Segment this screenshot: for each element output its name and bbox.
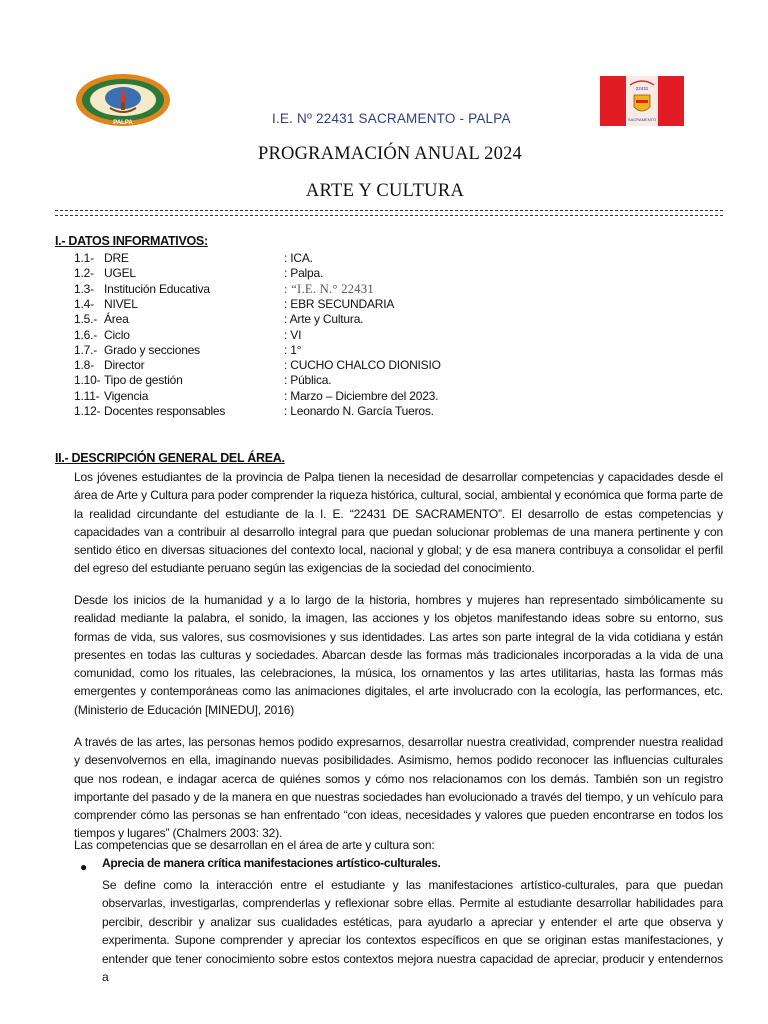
paragraph-3: A través de las artes, las personas hemos podido expresarnos, desarrollar nuestra creatividad, comprender nuestra realidad y desenvolvernos en ella, imaginando nuevas posibilidades. Asimismo, hemos podido reconocer las influencias culturales que nos rodean, e indagar acerca de quiénes somos y cómo nos relacionamos con los demás. También son un registro importante del pasado y de la manera en que nuestras sociedades han evolucionado a través del tiempo, y un vehículo para comprender cómo las personas se han enfrentado “con ideas, necesidades y valores que pueden encontrarse en todos los tiempos y lugares” (Chalmers 2003: 32). (74, 735, 723, 841)
datos-row (74, 282, 674, 297)
datos-row-number: 1.3- (74, 281, 94, 296)
datos-row-value: : EBR SECUNDARIA (284, 296, 395, 311)
datos-row-label: UGEL (104, 266, 136, 281)
datos-row-number: 1.2- (74, 266, 94, 281)
school-logo (596, 73, 688, 129)
header-divider (55, 215, 723, 216)
datos-row-number: 1.4- (74, 296, 94, 311)
competencias-intro: Las competencias que se desarrollan en el área de arte y cultura son: (74, 838, 435, 852)
datos-row-label: DRE (104, 251, 129, 265)
datos-row (74, 312, 674, 327)
paragraph-2: Desde los inicios de la humanidad y a lo largo de la historia, hombres y mujeres han representado simbólicamente su realidad mediante la palabra, el sonido, la imagen, las acciones y los objetos manifestando ideas sobre su entorno, sus formas de vida, sus valores, sus cosmovisiones y sus identidades. Las artes son parte integral de la vida cotidiana y están presentes en todas las culturas y sociedades. Abarcan desde las formas más tradicionales incorporadas a la vida de una comunidad, como los rituales, las celebraciones, la música, los ornamentos y las artes utilitarias, hasta las formas más emergentes y contemporáneas como las animaciones digitales, el arte involucrado con la ecología, las performances, etc. (Ministerio de Educación [MINEDU], 2016) (74, 593, 723, 717)
datos-row (74, 266, 674, 281)
datos-row-label: Ciclo (104, 327, 130, 342)
datos-row (74, 373, 674, 388)
datos-row-number: 1.11- (74, 388, 100, 403)
datos-row-value: : “I.E. N.° 22431 (284, 281, 374, 296)
datos-row-label: Director (104, 358, 145, 373)
datos-row-number: 1.10- (74, 373, 101, 388)
datos-row-value: : Arte y Cultura. (284, 312, 364, 327)
datos-row (74, 343, 674, 358)
competencia-description: Se define como la interacción entre el estudiante y las manifestaciones artístico-culturales, para que puedan observarlas, investigarlas, comprenderlas y reflexionar sobre ellas. Permite al estudiante desarrollar habilidades para percibir, describir y analizar sus cualidades estéticas, para ayudarlo a apreciar y entender el arte que observa y experimenta. Supone comprender y apreciar los contextos específicos en que se originan estas manifestaciones, y entender que tener conocimiento sobre estos contextos mejora nuestra capacidad de apreciar, producir y entendernos a (102, 878, 723, 985)
datos-row-number: 1.1- (74, 251, 94, 265)
datos-row-value: : Palpa. (284, 266, 324, 281)
datos-row-label: Tipo de gestión (104, 373, 183, 388)
datos-row-value: : CUCHO CHALCO DIONISIO (284, 358, 441, 373)
datos-row-value: : VI (284, 327, 302, 342)
datos-row (74, 251, 674, 266)
datos-row-value: : Marzo – Diciembre del 2023. (284, 388, 439, 403)
header-divider (55, 210, 723, 211)
datos-row-label: Vigencia (104, 388, 149, 403)
datos-row-label: NIVEL (104, 296, 138, 311)
svg-text:SACRAMENTO: SACRAMENTO (627, 117, 657, 122)
svg-text:22431: 22431 (635, 86, 649, 91)
datos-row-value: : 1° (284, 342, 302, 357)
datos-row-number: 1.5.- (74, 312, 98, 327)
datos-row-number: 1.8- (74, 358, 94, 373)
datos-row-label: Grado y secciones (104, 342, 200, 357)
paragraph-1: Los jóvenes estudiantes de la provincia de Palpa tienen la necesidad de desarrollar competencias y capacidades desde el área de Arte y Cultura para poder comprender la riqueza histórica, cultural, social, ambiental y económica que forma parte de la realidad circundante del estudiante de la I. E. “22431 DE SACRAMENTO”. El desarrollo de estas competencias y capacidades van a contribuir al desarrollo integral para que puedan solucionar problemas de una manera pertinente y con sentido ético en diversas situaciones del contexto local, nacional y global; y de esa manera contribuya a consolidar el perfil del egreso del estudiante peruano según las exigencias de la sociedad del conocimiento. (74, 470, 723, 576)
datos-row (74, 328, 674, 343)
datos-row-value: : Leonardo N. García Tueros. (284, 404, 434, 418)
datos-row-label: Institución Educativa (104, 281, 210, 296)
document-title: PROGRAMACIÓN ANUAL 2024 (258, 144, 522, 164)
datos-row (74, 404, 674, 419)
document-subtitle: ARTE Y CULTURA (305, 181, 465, 201)
datos-row-value: : Pública. (284, 373, 332, 388)
competencia-title: Aprecia de manera crítica manifestaciones artístico-culturales. (102, 856, 441, 870)
datos-row (74, 297, 674, 312)
bullet-icon: ● (80, 860, 88, 874)
section-heading-descripcion: II.- DESCRIPCIÓN GENERAL DEL ÁREA. (55, 451, 285, 465)
datos-row-label: Docentes responsables (104, 404, 226, 418)
datos-row-number: 1.12- (74, 404, 101, 418)
datos-row-number: 1.7.- (74, 342, 98, 357)
svg-text:PALPA: PALPA (113, 120, 133, 126)
datos-row-number: 1.6.- (74, 327, 98, 342)
section-heading-datos: I.- DATOS INFORMATIVOS: (55, 234, 208, 248)
datos-row (74, 358, 674, 373)
datos-row-label: Área (104, 312, 129, 327)
institution-name: I.E. Nº 22431 SACRAMENTO - PALPA (272, 111, 511, 126)
ugel-logo (74, 72, 172, 128)
datos-row-value: : ICA. (284, 251, 313, 265)
datos-row (74, 389, 674, 404)
